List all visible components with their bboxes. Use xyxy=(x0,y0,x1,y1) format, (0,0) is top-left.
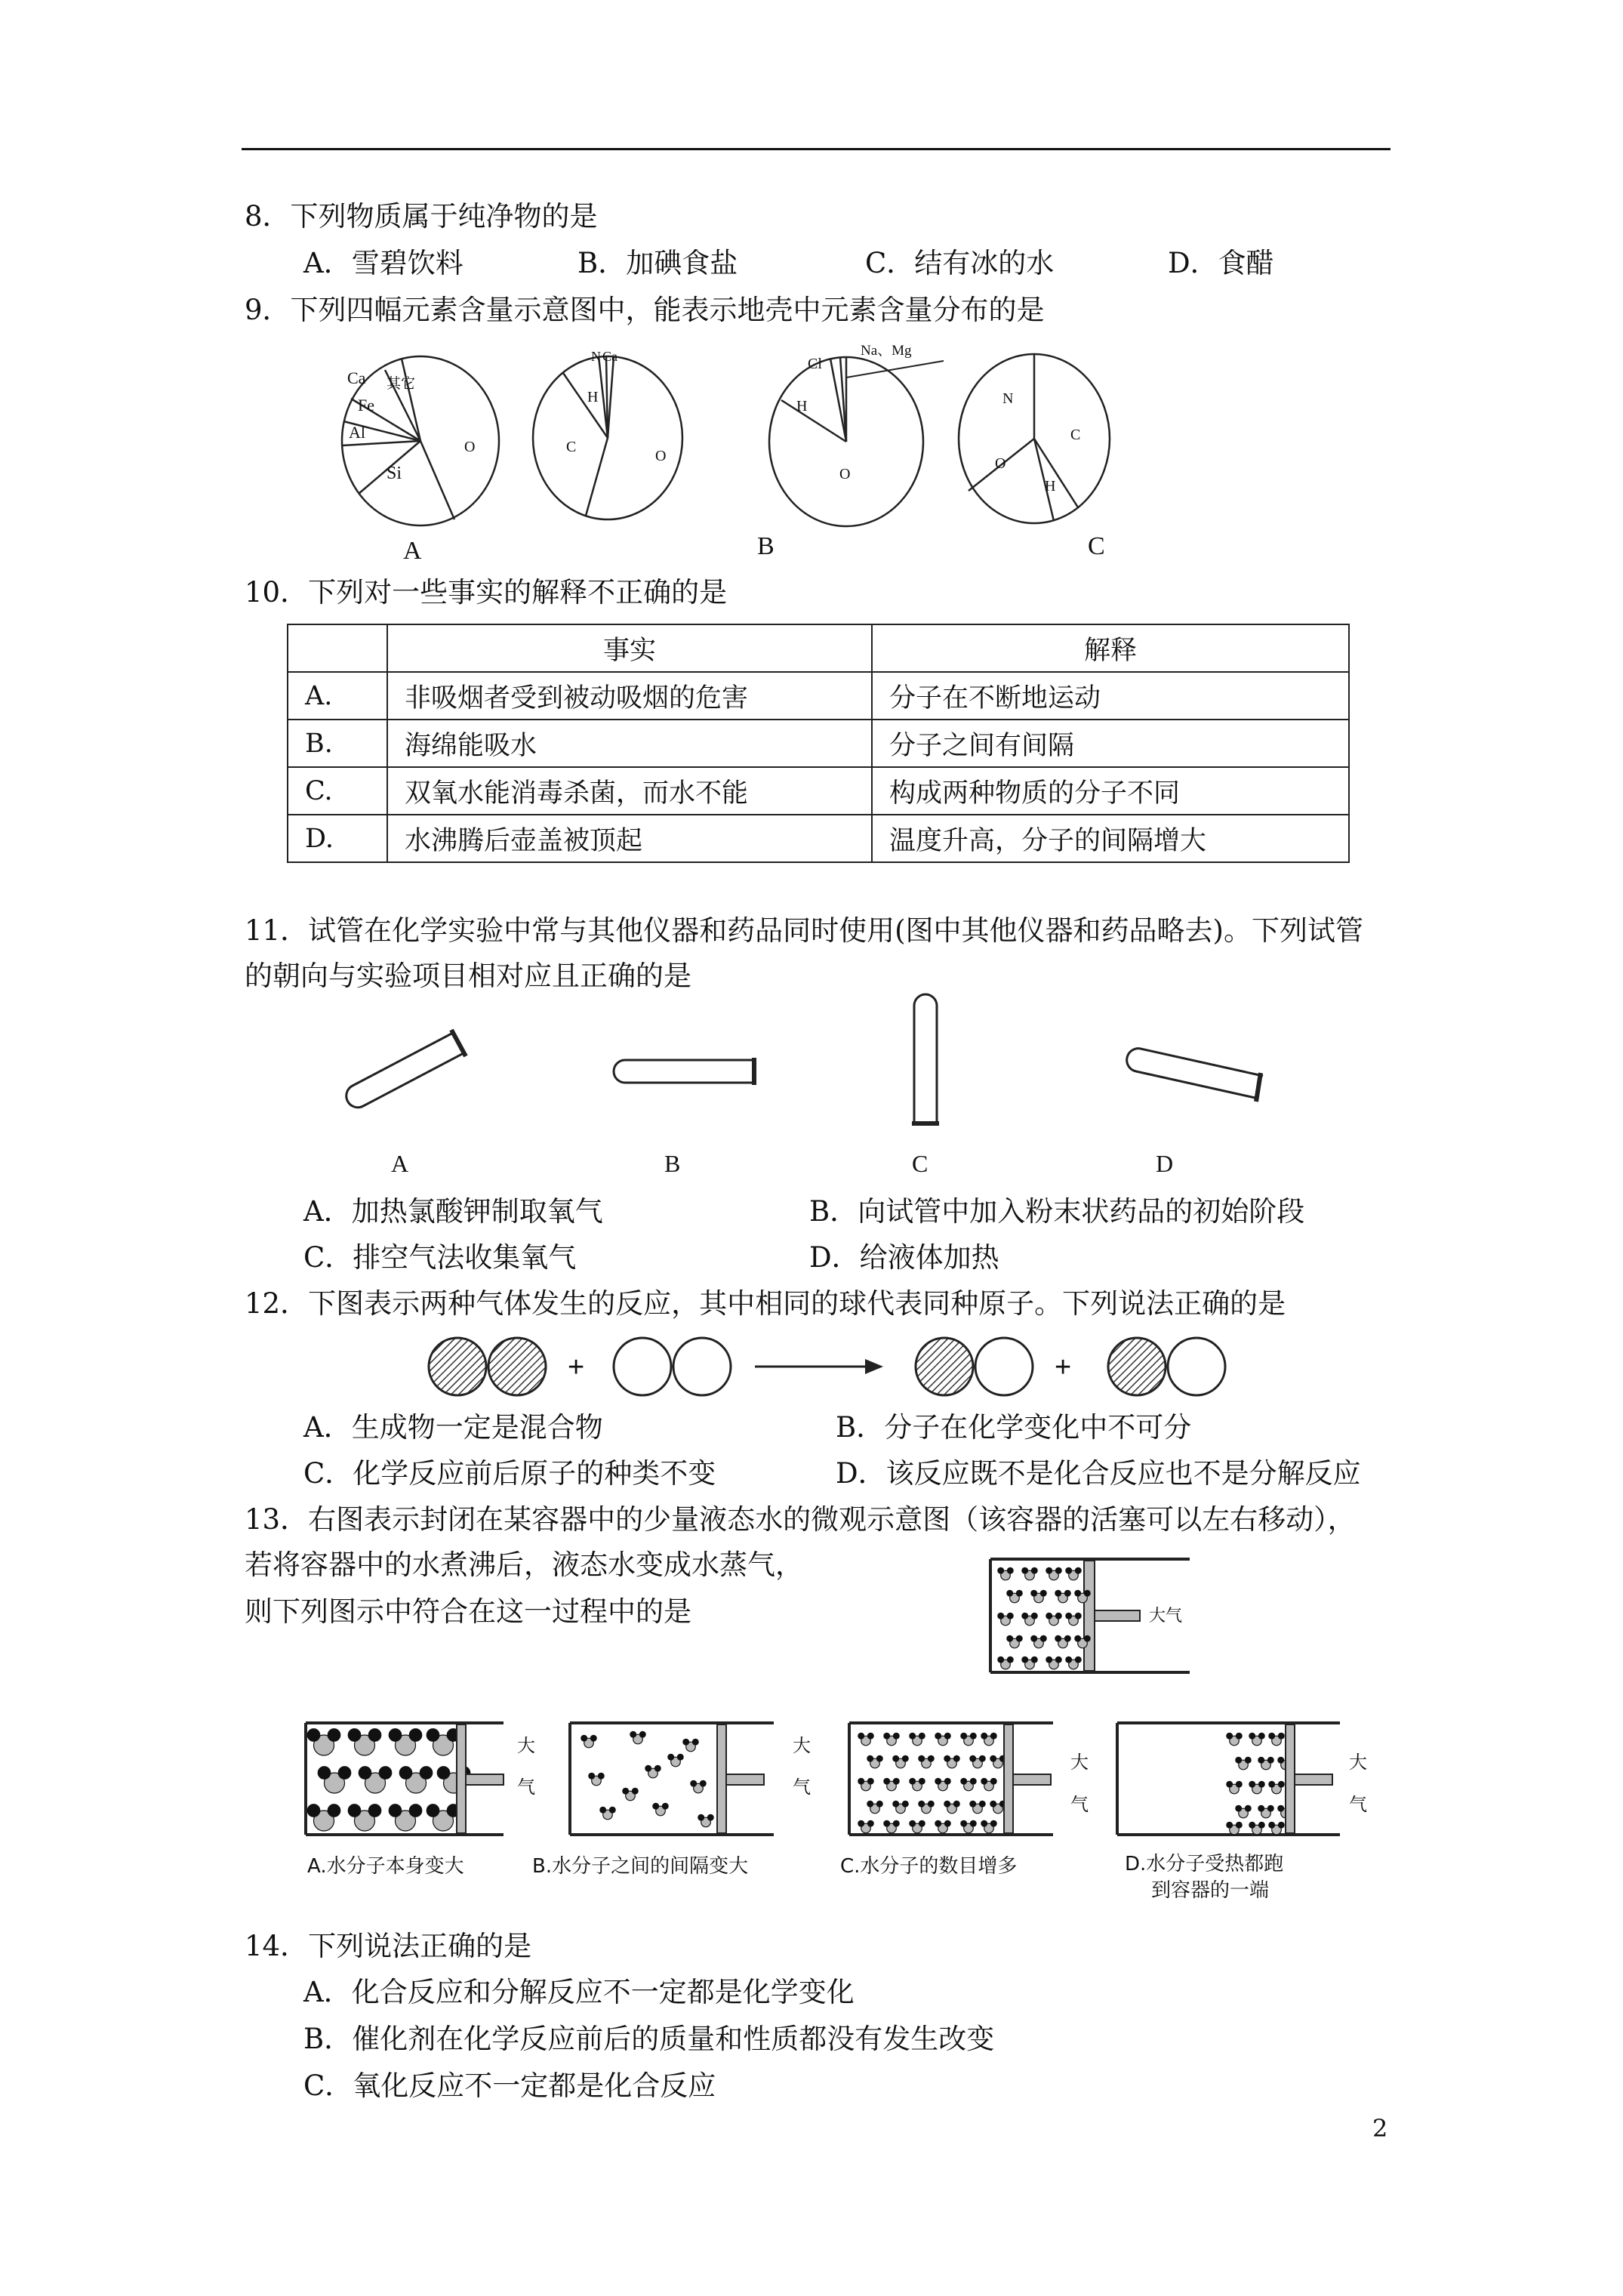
test-tube-b xyxy=(614,1058,754,1085)
atom xyxy=(1236,1757,1242,1763)
atom xyxy=(858,1778,864,1784)
container-a xyxy=(306,1723,535,1878)
row-fact: 双氧水能消毒杀菌，而水不能 xyxy=(387,767,872,815)
atom-hatched xyxy=(1108,1338,1166,1395)
atom xyxy=(307,1804,320,1817)
pie3-na-mg-label: Na、Mg xyxy=(861,343,912,359)
atom xyxy=(893,1778,899,1784)
atom xyxy=(639,1731,645,1737)
atom xyxy=(1040,1635,1046,1641)
q12-option-c: C．化学反应前后原子的种类不变 xyxy=(303,1457,716,1490)
atom xyxy=(998,1657,1004,1663)
atom xyxy=(867,1733,873,1739)
atom xyxy=(600,1807,606,1813)
atom-white xyxy=(614,1338,671,1395)
atom xyxy=(359,1767,371,1780)
atom xyxy=(990,1733,996,1739)
table-row xyxy=(288,767,1349,815)
atom xyxy=(653,1803,659,1809)
atom xyxy=(1084,1635,1090,1641)
atom xyxy=(1046,1657,1052,1663)
atom xyxy=(919,1733,925,1739)
air-label-bottom: 气 xyxy=(517,1777,535,1798)
pie1-other-label: 其它 xyxy=(387,376,416,392)
q14-option-a: A．化合反应和分解反应不一定都是化学变化 xyxy=(303,1976,855,2008)
atom xyxy=(961,1733,967,1739)
air-label-top: 大 xyxy=(793,1735,811,1756)
pie-chart-2 xyxy=(533,349,682,519)
atom xyxy=(662,1803,668,1809)
pie1-al-label: Al xyxy=(349,423,365,442)
pie-chart-4 xyxy=(959,354,1110,523)
atom xyxy=(691,1780,697,1786)
atom xyxy=(884,1778,890,1784)
atom xyxy=(1278,1781,1284,1787)
atom xyxy=(867,1778,873,1784)
atom xyxy=(677,1754,683,1760)
atom xyxy=(645,1765,651,1771)
atom xyxy=(1278,1822,1284,1828)
atom xyxy=(1016,1590,1022,1596)
q12-option-d: D．该反应既不是化合反应也不是分解反应 xyxy=(836,1457,1361,1490)
plus-sign-2: + xyxy=(1055,1351,1072,1383)
atom xyxy=(961,1778,967,1784)
pie1-si-label: Si xyxy=(387,464,402,483)
atom xyxy=(910,1820,916,1826)
atom xyxy=(1269,1822,1275,1828)
atom xyxy=(910,1733,916,1739)
q8-option-c: C．结有冰的水 xyxy=(865,247,1055,279)
atom xyxy=(1007,1567,1013,1573)
test-tube-a xyxy=(346,1030,466,1108)
atom xyxy=(990,1801,996,1807)
atom-hatched xyxy=(916,1338,973,1395)
q13-option-containers xyxy=(298,1714,1385,1918)
atom xyxy=(1269,1781,1275,1787)
pie-chart-3 xyxy=(769,343,944,526)
row-fact: 海绵能吸水 xyxy=(387,720,872,767)
atom xyxy=(1031,1613,1037,1619)
q11-stem-line2: 的朝向与实验项目相对应且正确的是 xyxy=(245,960,691,992)
q11-test-tubes xyxy=(332,982,1313,1193)
atom xyxy=(990,1755,996,1761)
atom xyxy=(944,1778,950,1784)
pie2-c-label: C xyxy=(566,439,577,455)
atom xyxy=(935,1733,941,1739)
more-water-molecules xyxy=(858,1733,1006,1832)
air-label: 大气 xyxy=(1149,1607,1183,1626)
row-explain: 构成两种物质的分子不同 xyxy=(872,767,1349,815)
atom xyxy=(1249,1733,1255,1739)
atom xyxy=(928,1755,934,1761)
atom xyxy=(328,1729,340,1742)
atom xyxy=(928,1801,934,1807)
atom xyxy=(1031,1635,1037,1641)
atom xyxy=(318,1767,331,1780)
atom xyxy=(1066,1613,1072,1619)
row-option: B. xyxy=(288,720,387,767)
pie1-ca-label: Ca xyxy=(347,368,366,387)
atom xyxy=(1278,1757,1284,1763)
atom xyxy=(707,1814,713,1820)
page-number: 2 xyxy=(1372,2114,1388,2143)
pie3-cl-label: Cl xyxy=(808,356,822,372)
atom xyxy=(979,1801,985,1807)
atom xyxy=(970,1820,976,1826)
atom xyxy=(970,1778,976,1784)
piston-rod xyxy=(1095,1610,1140,1621)
atom xyxy=(979,1755,985,1761)
air-label-top: 大 xyxy=(517,1735,535,1756)
q8-option-b: B．加碘食盐 xyxy=(577,247,738,279)
atom xyxy=(420,1767,433,1780)
container-b xyxy=(532,1723,811,1878)
atom xyxy=(1064,1635,1070,1641)
atom xyxy=(1249,1822,1255,1828)
atom xyxy=(427,1804,439,1817)
atom xyxy=(427,1729,439,1742)
atom xyxy=(683,1739,689,1745)
option-d-caption-line1: D.水分子受热都跑 xyxy=(1125,1853,1284,1875)
atom xyxy=(348,1729,361,1742)
atom xyxy=(884,1733,890,1739)
atom xyxy=(998,1613,1004,1619)
pie3-h-label: H xyxy=(796,398,808,415)
atom xyxy=(981,1778,987,1784)
air-label-top: 大 xyxy=(1070,1752,1089,1773)
atom xyxy=(910,1778,916,1784)
atom xyxy=(1016,1635,1022,1641)
atom xyxy=(598,1773,604,1779)
atom xyxy=(1022,1657,1028,1663)
option-b-caption: B.水分子之间的间隔变大 xyxy=(532,1855,749,1878)
table-row xyxy=(288,815,1349,862)
pie-label-b: B xyxy=(757,532,775,560)
atom xyxy=(998,1567,1004,1573)
atom xyxy=(876,1755,882,1761)
pie-chart-1 xyxy=(342,356,499,525)
q13-stem-line1: 13．右图表示封闭在某容器中的少量液态水的微观示意图（该容器的活塞可以左右移动）， xyxy=(245,1503,1356,1536)
atom xyxy=(1258,1733,1264,1739)
atom xyxy=(981,1733,987,1739)
atom xyxy=(389,1804,402,1817)
atom xyxy=(698,1814,704,1820)
atom xyxy=(1075,1590,1081,1596)
atom xyxy=(1022,1613,1028,1619)
atom xyxy=(944,1733,950,1739)
air-label-top: 大 xyxy=(1349,1752,1367,1773)
q12-option-a: A．生成物一定是混合物 xyxy=(303,1411,603,1444)
option-a-caption: A.水分子本身变大 xyxy=(307,1855,464,1878)
row-option: A. xyxy=(288,672,387,720)
atom xyxy=(389,1729,402,1742)
atom xyxy=(1084,1590,1090,1596)
atom xyxy=(1064,1590,1070,1596)
atom xyxy=(1258,1757,1264,1763)
atom xyxy=(623,1788,629,1794)
q13-reference-container xyxy=(981,1552,1208,1687)
atom xyxy=(981,1820,987,1826)
q11-option-a: A．加热氯酸钾制取氧气 xyxy=(303,1195,603,1228)
air-label-bottom: 气 xyxy=(793,1777,811,1798)
atom xyxy=(935,1778,941,1784)
atom xyxy=(953,1755,959,1761)
atom xyxy=(1249,1781,1255,1787)
pie3-o-label: O xyxy=(839,466,851,482)
atom xyxy=(1278,1733,1284,1739)
table-header-explain: 解释 xyxy=(872,624,1349,672)
atom xyxy=(876,1801,882,1807)
atom xyxy=(409,1804,422,1817)
atom xyxy=(409,1729,422,1742)
atom xyxy=(1269,1733,1275,1739)
atom xyxy=(944,1820,950,1826)
header-rule xyxy=(242,148,1390,150)
atom xyxy=(953,1801,959,1807)
atom xyxy=(1007,1635,1013,1641)
atom xyxy=(1267,1757,1273,1763)
reaction-arrow-head xyxy=(865,1359,883,1374)
atom xyxy=(893,1755,899,1761)
pie4-c-label: C xyxy=(1070,427,1081,443)
atom xyxy=(858,1733,864,1739)
q13-stem-line2: 若将容器中的水煮沸后，液态水变成水蒸气， xyxy=(245,1549,803,1581)
row-explain: 温度升高，分子的间隔增大 xyxy=(872,815,1349,862)
pie2-h-label: H xyxy=(587,389,599,405)
q12-reaction-diagram xyxy=(408,1333,1238,1401)
table-header-row xyxy=(288,624,1349,672)
atom xyxy=(654,1765,661,1771)
air-label-bottom: 气 xyxy=(1070,1794,1089,1815)
q11-option-c: C．排空气法收集氧气 xyxy=(303,1241,577,1274)
atom-white xyxy=(673,1338,731,1395)
atom xyxy=(990,1820,996,1826)
row-option: C. xyxy=(288,767,387,815)
pie2-o-label: O xyxy=(655,448,667,464)
atom xyxy=(581,1735,587,1741)
atom xyxy=(1278,1805,1284,1811)
atom xyxy=(1031,1567,1037,1573)
piston xyxy=(1084,1561,1095,1671)
atom xyxy=(368,1804,381,1817)
pie2-ca-label: Ca xyxy=(602,349,617,364)
q11-option-d: D．给液体加热 xyxy=(809,1241,999,1274)
spaced-water-molecules xyxy=(581,1731,713,1826)
pie-label-c: C xyxy=(1088,532,1105,560)
atom xyxy=(1245,1805,1251,1811)
atom xyxy=(379,1767,392,1780)
atom xyxy=(589,1773,595,1779)
atom xyxy=(1227,1733,1233,1739)
atom xyxy=(970,1801,976,1807)
pie4-o-label: O xyxy=(995,455,1006,472)
atom xyxy=(893,1820,899,1826)
atom xyxy=(961,1820,967,1826)
table-row xyxy=(288,672,1349,720)
row-fact: 非吸烟者受到被动吸烟的危害 xyxy=(387,672,872,720)
atom xyxy=(1040,1590,1046,1596)
q14-stem: 14．下列说法正确的是 xyxy=(245,1930,532,1962)
test-tube-d xyxy=(1127,1049,1263,1102)
atom xyxy=(1236,1805,1242,1811)
atom xyxy=(692,1739,698,1745)
atom xyxy=(1046,1613,1052,1619)
atom xyxy=(1031,1590,1037,1596)
atom xyxy=(919,1801,925,1807)
atom xyxy=(867,1755,873,1761)
atom xyxy=(1236,1781,1242,1787)
atom xyxy=(902,1755,908,1761)
atom xyxy=(919,1755,925,1761)
option-c-caption: C.水分子的数目增多 xyxy=(840,1855,1018,1878)
atom xyxy=(437,1767,450,1780)
atom xyxy=(1245,1757,1251,1763)
atom xyxy=(1258,1822,1264,1828)
q11-stem-line1: 11．试管在化学实验中常与其他仪器和药品同时使用(图中其他仪器和药品略去)。下列试管 xyxy=(245,914,1363,947)
atom xyxy=(1066,1657,1072,1663)
pie1-o-label: O xyxy=(464,439,476,455)
q9-pie-charts xyxy=(332,340,1389,566)
q14-option-b: B．催化剂在化学反应前后的质量和性质都没有发生改变 xyxy=(303,2023,995,2055)
q14-option-c: C．氧化反应不一定都是化合反应 xyxy=(303,2069,716,2102)
atom xyxy=(1022,1567,1028,1573)
container-c xyxy=(840,1723,1089,1878)
air-label-bottom: 气 xyxy=(1349,1794,1367,1815)
atom xyxy=(902,1801,908,1807)
atom xyxy=(1046,1567,1052,1573)
pie4-h-label: H xyxy=(1045,478,1056,495)
atom xyxy=(1236,1733,1242,1739)
table-header-blank xyxy=(288,624,387,672)
atom xyxy=(919,1820,925,1826)
atom xyxy=(867,1820,873,1826)
atom xyxy=(970,1733,976,1739)
grouped-water-molecules xyxy=(1227,1733,1293,1834)
pie1-fe-label: Fe xyxy=(358,396,374,415)
q8-option-a: A．雪碧饮料 xyxy=(303,247,463,279)
q8-option-d: D．食醋 xyxy=(1168,247,1274,279)
atom xyxy=(1075,1567,1081,1573)
q10-stem: 10．下列对一些事实的解释不正确的是 xyxy=(245,576,728,609)
atom xyxy=(893,1801,899,1807)
atom xyxy=(1075,1657,1081,1663)
q12-option-b: B．分子在化学变化中不可分 xyxy=(836,1411,1192,1444)
atom-hatched xyxy=(488,1338,546,1395)
atom-hatched xyxy=(429,1338,486,1395)
enlarged-water-molecules xyxy=(307,1729,470,1831)
atom xyxy=(1236,1822,1242,1828)
pie4-n-label: N xyxy=(1002,390,1014,407)
atom xyxy=(328,1804,340,1817)
atom xyxy=(1007,1590,1013,1596)
atom xyxy=(884,1820,890,1826)
option-d-caption-line2: 到容器的一端 xyxy=(1151,1879,1270,1902)
atom xyxy=(1031,1657,1037,1663)
table-row xyxy=(288,720,1349,767)
water-molecules xyxy=(998,1567,1090,1669)
atom xyxy=(1075,1613,1081,1619)
table-header-fact: 事实 xyxy=(387,624,872,672)
atom xyxy=(668,1754,674,1760)
atom xyxy=(1055,1590,1061,1596)
atom xyxy=(307,1729,320,1742)
test-tube-c xyxy=(912,994,939,1123)
atom xyxy=(1066,1567,1072,1573)
row-option: D. xyxy=(288,815,387,862)
atom xyxy=(858,1820,864,1826)
tube-label-d: D xyxy=(1156,1150,1174,1177)
plus-sign-1: + xyxy=(568,1351,585,1383)
atom xyxy=(1227,1822,1233,1828)
atom xyxy=(368,1729,381,1742)
atom xyxy=(1055,1635,1061,1641)
tube-label-a: A xyxy=(391,1150,409,1177)
atom xyxy=(1055,1567,1061,1573)
atom xyxy=(348,1804,361,1817)
atom xyxy=(609,1807,615,1813)
tube-label-c: C xyxy=(912,1150,929,1177)
atom xyxy=(970,1755,976,1761)
row-explain: 分子在不断地运动 xyxy=(872,672,1349,720)
atom xyxy=(1055,1657,1061,1663)
atom xyxy=(338,1767,351,1780)
atom-white xyxy=(975,1338,1033,1395)
atom xyxy=(1007,1613,1013,1619)
atom xyxy=(1055,1613,1061,1619)
atom xyxy=(919,1778,925,1784)
pie-label-a: A xyxy=(403,537,422,565)
row-explain: 分子之间有间隔 xyxy=(872,720,1349,767)
tube-label-b: B xyxy=(664,1150,681,1177)
q13-stem-line3: 则下列图示中符合在这一过程中的是 xyxy=(245,1595,691,1628)
atom xyxy=(700,1780,706,1786)
container-d xyxy=(1117,1723,1367,1902)
atom xyxy=(632,1788,638,1794)
atom xyxy=(1075,1635,1081,1641)
atom xyxy=(630,1731,636,1737)
q8-stem: 8．下列物质属于纯净物的是 xyxy=(245,200,598,233)
atom xyxy=(1258,1781,1264,1787)
pie2-n-label: N xyxy=(591,349,601,364)
atom xyxy=(399,1767,412,1780)
q11-option-b: B．向试管中加入粉末状药品的初始阶段 xyxy=(809,1195,1305,1228)
atom xyxy=(1258,1805,1264,1811)
atom xyxy=(944,1755,950,1761)
atom xyxy=(990,1778,996,1784)
atom xyxy=(1007,1657,1013,1663)
q9-stem: 9．下列四幅元素含量示意图中，能表示地壳中元素含量分布的是 xyxy=(245,294,1045,326)
row-fact: 水沸腾后壶盖被顶起 xyxy=(387,815,872,862)
atom-white xyxy=(1168,1338,1225,1395)
atom xyxy=(867,1801,873,1807)
q12-stem: 12．下图表示两种气体发生的反应，其中相同的球代表同种原子。下列说法正确的是 xyxy=(245,1287,1286,1320)
atom xyxy=(1227,1781,1233,1787)
atom xyxy=(590,1735,596,1741)
atom xyxy=(893,1733,899,1739)
atom xyxy=(935,1820,941,1826)
atom xyxy=(1267,1805,1273,1811)
atom xyxy=(944,1801,950,1807)
q10-table xyxy=(287,624,1350,863)
